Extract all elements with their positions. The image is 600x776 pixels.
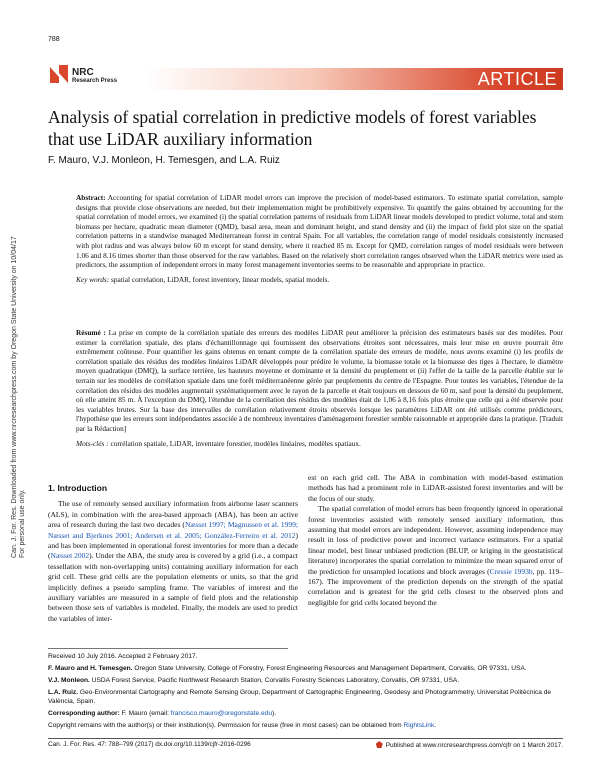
journal-citation: Can. J. For. Res. 47: 788–799 (2017) dx.doi.org/10.1139/cjfr-2016-0296 <box>48 741 251 748</box>
affiliation-2: V.J. Monleon. USDA Forest Service, Pacific Northwest Research Station, Corvallis Forestry Sciences Laboratory, Corvallis, OR 97331, USA. <box>48 677 460 684</box>
resume-text: La prise en compte de la corrélation spatiale des erreurs des modèles LiDAR peut améliorer la précision des estimateurs basés sur des modèles. Pour estimer la corrélation spatiale, des plans d'échantillonnage qui fournissent des observations étroites sont nécessaires, mais leur mise en œuvre pourrait être extrêmement coûteuse. Pour quantifier les gains obtenus en tenant compte de la corrélation spatiale des erreurs de modèle, nous avons examiné (i) les profils de corrélation spatiale des résidus des modèles linéaires LiDAR développés pour prédire le volume, la biomasse totale et la biomasse des tiges à l'hectare, le diamètre moyen quadratique (DMQ), la surface terrière, les hauteurs moyenne et dominante et la densité du peuplement et (ii) l'effet de la taille de la parcelle établie sur le terrain sur les modèles de corrélation spatiale dans une forêt méditerranéenne gérée par peuplements du centre de l'Espagne. Pour toutes les variables, l'étendue de la corrélation des résidus des modèles augmentait systématiquement avec le rayon de la parcelle et était toujours en dessous de 60 m, sauf pour la densité du peuplement, où elle atteint 85 m. À l'exception du DMQ, l'étendue de la corrélation des résidus des modèles était de 1,06 à 8,16 fois plus étroite que celle qui a été observée pour les variables brutes. Sur la base des intervalles de corrélation relativement étroits observés lorsque les paramètres LiDAR ont été utilisés comme prédicteurs, l'hypothèse que les erreurs sont indépendantes associée à de nombreux inventaires d'aménagement forestier semble raisonnable et appropriée dans la pratique. [Traduit par la Rédaction] <box>76 328 563 433</box>
maple-leaf-icon <box>376 741 383 748</box>
download-note: Can. J. For. Res. Downloaded from www.nrcresearchpress.com by Oregon State University on 10/04/17 <box>11 236 18 558</box>
article-type-label: ARTICLE <box>477 69 557 89</box>
intro-paragraph-1: The use of remotely sensed auxiliary information from airborne laser scanners (ALS), in combination with the area-based approach (ABA), has been an active area of research during the last two decades (Næsset 1997; Magnussen et al. 1999; Næsset and Bjerknes 2001; Andersen et al. 2005; González-Ferreiro et al. 2012) and has been implemented in operational forest inventories for more than a decade (Næsset 2002). Under the ABA, the study area is covered by a grid (i.e., a compact tessellation with non-overlapping units) containing auxiliary information for each grid cell. These grid cells are the population elements or units, so that the grid implicitly defines a pseudo sampling frame. The variables of interest and the auxiliary variables are measured in a sample of field plots and the relationship between those sets of variables is modeled. Finally, the models are used to predict the variables of inter- <box>48 499 299 623</box>
footnote-divider <box>48 648 288 649</box>
email-link[interactable]: francisco.mauro@oregonstate.edu <box>170 710 272 717</box>
rightslink-link[interactable]: RightsLink <box>403 722 435 729</box>
keywords-text: spatial correlation, LiDAR, forest inventory, linear models, spatial models. <box>109 274 330 284</box>
article-type-banner <box>145 68 563 90</box>
nrc-logo-icon <box>48 63 70 85</box>
abstract-label: Abstract: <box>76 193 106 202</box>
citation-link[interactable]: Cressie 1993b <box>489 566 533 576</box>
abstract-block <box>76 193 563 289</box>
published-note: Published at www.nrcresearchpress.com/cjfr on 1 March 2017. <box>376 741 563 749</box>
citation-link[interactable]: Næsset 2002 <box>50 551 90 561</box>
personal-use-note: For personal use only. <box>19 489 26 558</box>
publisher-sub: Research Press <box>72 78 118 84</box>
page-number: 788 <box>48 36 60 43</box>
resume-block <box>76 328 563 453</box>
intro-paragraph-1-cont: est on each grid cell. The ABA in combination with model-based estimation methods has had a prominent role in LiDAR-assisted forest inventories and will be the focus of our study. <box>308 473 563 503</box>
section-heading-introduction: 1. Introduction <box>48 483 108 493</box>
affiliation-3: L.A. Ruiz. Geo-Environmental Cartography and Remote Sensing Group, Department of Cartographic Engineering, Geodesy and Photogrammetry, Universitat Politècnica de València, Spain. <box>48 689 552 705</box>
author-list: F. Mauro, V.J. Monleon, H. Temesgen, and L.A. Ruiz <box>48 155 280 166</box>
abstract-text: Accounting for spatial correlation of LiDAR model errors can improve the precision of model-based estimators. To estimate spatial correlation, sample designs that provide close observations are needed, but their implementation might be prohibitively expensive. To quantify the gains obtained by accounting for the spatial correlation of model errors, we examined (i) the spatial correlation patterns of residuals from LiDAR linear models developed to predict volume, total and stem biomass per hectare, quadratic mean diameter (QMD), basal area, mean and dominant height, and stand density and (ii) the impact of field plot size on the spatial correlation patterns in a standwise managed Mediterranean forest in central Spain. For all variables, the correlation range of model residuals consistently increased with plot radius and was always below 60 m except for stand density, where it reached 85 m. Except for QMD, correlation ranges of model residuals were between 1.06 and 8.16 times shorter than those observed for the raw variables. Based on the relatively short correlation ranges observed when the LiDAR metrics were used as predictors, the assumption of independent errors in many forest management inventories seems to be reasonable and appropriate in practice. <box>76 193 563 270</box>
copyright-line: Copyright remains with the author(s) or their institution(s). Permission for reuse (free in most cases) can be obtained from RightsLink. <box>48 722 437 729</box>
received-line: Received 10 July 2016. Accepted 2 February 2017. <box>48 653 198 660</box>
article-title: Analysis of spatial correlation in predictive models of forest variables that use LiDAR auxiliary information <box>48 107 537 149</box>
mots-cles-label: Mots-clés : <box>76 438 109 448</box>
publisher-logo[interactable] <box>48 63 144 95</box>
left-column <box>48 483 298 624</box>
keywords-label: Key words: <box>76 274 110 284</box>
citation-link[interactable]: Næsset 1997; Magnussen et al. 1999; Næsset and Bjerknes 2001; Andersen et al. 2005; González-Ferreiro et al. 2012 <box>48 520 298 540</box>
download-watermark <box>3 188 29 558</box>
affiliation-1: F. Mauro and H. Temesgen. Oregon State University, College of Forestry, Forest Engineering Resources and Management Department, Corvallis, OR 97331, USA. <box>48 665 527 672</box>
footnotes <box>48 652 563 733</box>
keywords-line <box>76 275 563 285</box>
resume-paragraph <box>76 328 563 434</box>
page-footer <box>48 741 563 748</box>
right-column <box>308 473 563 608</box>
resume-label: Résumé : <box>76 328 106 337</box>
mots-cles-text: corrélation spatiale, LiDAR, inventaire forestier, modèles linéaires, modèles spatiaux. <box>108 438 361 448</box>
mots-cles-line <box>76 439 563 449</box>
abstract-paragraph <box>76 193 563 270</box>
bottom-rule <box>48 738 563 739</box>
corresponding-author: Corresponding author: F. Mauro (email: francisco.mauro@oregonstate.edu). <box>48 710 277 717</box>
intro-paragraph-2: The spatial correlation of model errors has been frequently ignored in operational forest inventories assisted with remotely sensed auxiliary information, thus assuming that model errors are independent. However, assuming independence may result in loss of predictive power and incorrect variance estimators. For a spatial linear model, best linear unbiased prediction (BLUP, or kriging in the geostatistical literature) incorporates the spatial correlation to minimize the mean squared error of the prediction for unsampled locations and block averages (Cressie 1993b, pp. 119–167). The improvement of the prediction depends on the strength of the spatial correlation and is greatest for the grid cells closest to the observed plots and negligible for grid cells located beyond the <box>308 504 563 607</box>
publisher-name: NRC <box>72 67 94 78</box>
